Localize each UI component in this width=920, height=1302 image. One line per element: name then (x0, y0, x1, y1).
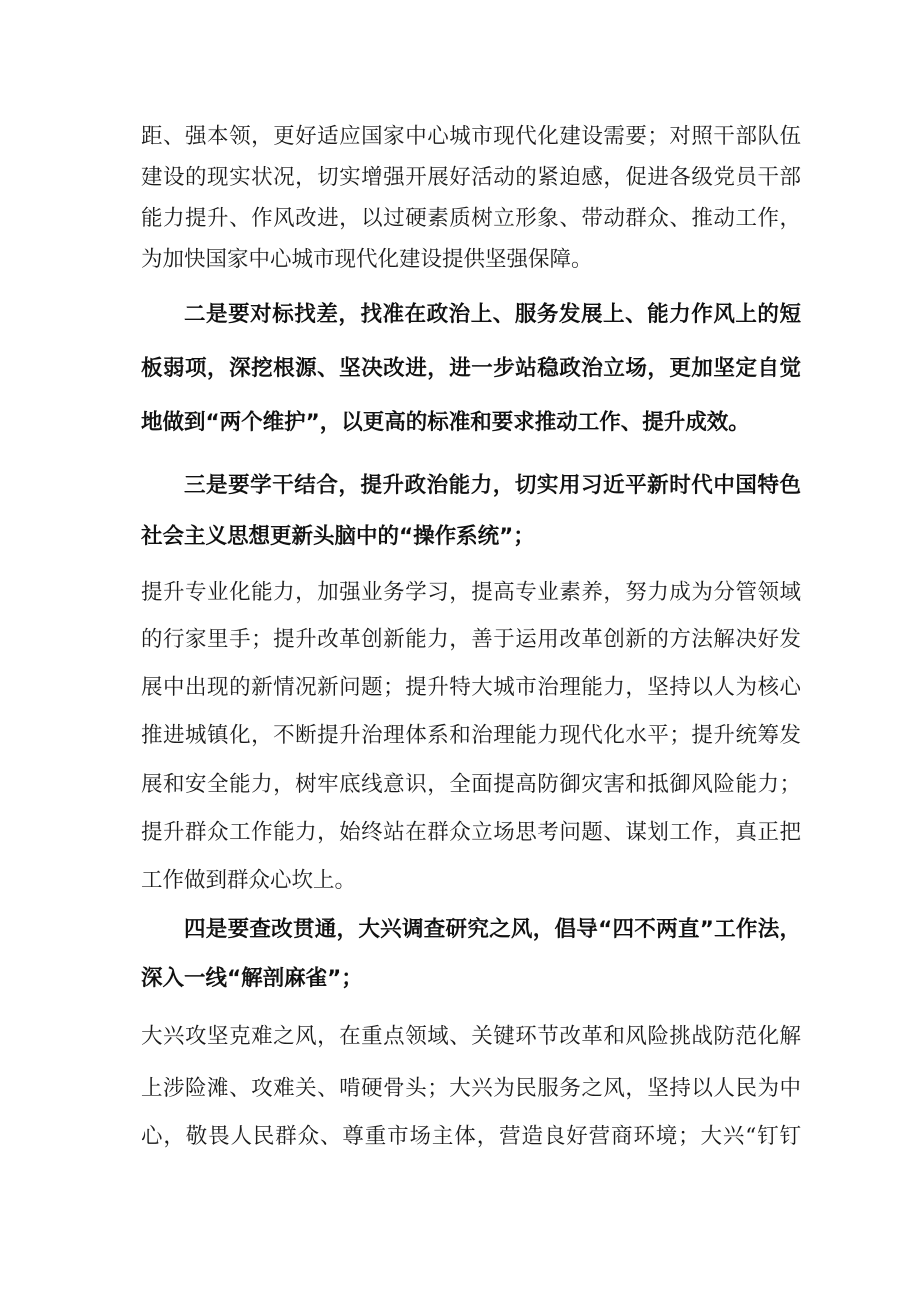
paragraph-4-line-6: 提升群众工作能力，始终站在群众立场思考问题、谋划工作，真正把 (141, 820, 801, 845)
paragraph-4-line-3: 展中出现的新情况新问题；提升特大城市治理能力，坚持以人为核心 (141, 675, 801, 700)
paragraph-5-line-1: 四是要查改贯通，大兴调查研究之风，倡导“四不两直”工作法， (184, 917, 801, 942)
paragraph-1-line-2: 建设的现实状况，切实增强开展好活动的紧迫感，促进各级党员干部 (141, 165, 801, 190)
paragraph-4-line-2: 的行家里手；提升改革创新能力，善于运用改革创新的方法解决好发 (141, 627, 801, 652)
paragraph-1-line-4: 为加快国家中心城市现代化建设提供坚强保障。 (141, 247, 593, 272)
paragraph-4-line-5: 展和安全能力，树牢底线意识，全面提高防御灾害和抵御风险能力； (141, 772, 801, 797)
paragraph-6-line-2: 上涉险滩、攻难关、啃硬骨头；大兴为民服务之风，坚持以人民为中 (141, 1076, 801, 1101)
paragraph-3-line-1: 三是要学干结合，提升政治能力，切实用习近平新时代中国特色 (184, 473, 801, 498)
paragraph-2-line-2: 板弱项，深挖根源、坚决改进，进一步站稳政治立场，更加坚定自觉 (141, 356, 801, 381)
paragraph-1-line-1: 距、强本领，更好适应国家中心城市现代化建设需要；对照干部队伍 (141, 124, 801, 149)
paragraph-4-line-1: 提升专业化能力，加强业务学习，提高专业素养，努力成为分管领域 (141, 580, 801, 605)
paragraph-3-line-2: 社会主义思想更新头脑中的“操作系统”； (141, 524, 535, 549)
paragraph-2-line-1: 二是要对标找差，找准在政治上、服务发展上、能力作风上的短 (184, 302, 801, 327)
paragraph-1-line-3: 能力提升、作风改进，以过硬素质树立形象、带动群众、推动工作， (141, 206, 801, 231)
paragraph-6-line-3: 心，敬畏人民群众、尊重市场主体，营造良好营商环境；大兴“钉钉 (141, 1124, 801, 1149)
paragraph-5-line-2: 深入一线“解剖麻雀”； (141, 966, 363, 991)
paragraph-6-line-1: 大兴攻坚克难之风，在重点领域、关键环节改革和风险挑战防范化解 (141, 1024, 801, 1049)
paragraph-4-line-7: 工作做到群众心坎上。 (141, 868, 357, 893)
paragraph-4-line-4: 推进城镇化，不断提升治理体系和治理能力现代化水平；提升统筹发 (141, 723, 801, 748)
paragraph-2-line-3: 地做到“两个维护”，以更高的标准和要求推动工作、提升成效。 (141, 410, 750, 435)
